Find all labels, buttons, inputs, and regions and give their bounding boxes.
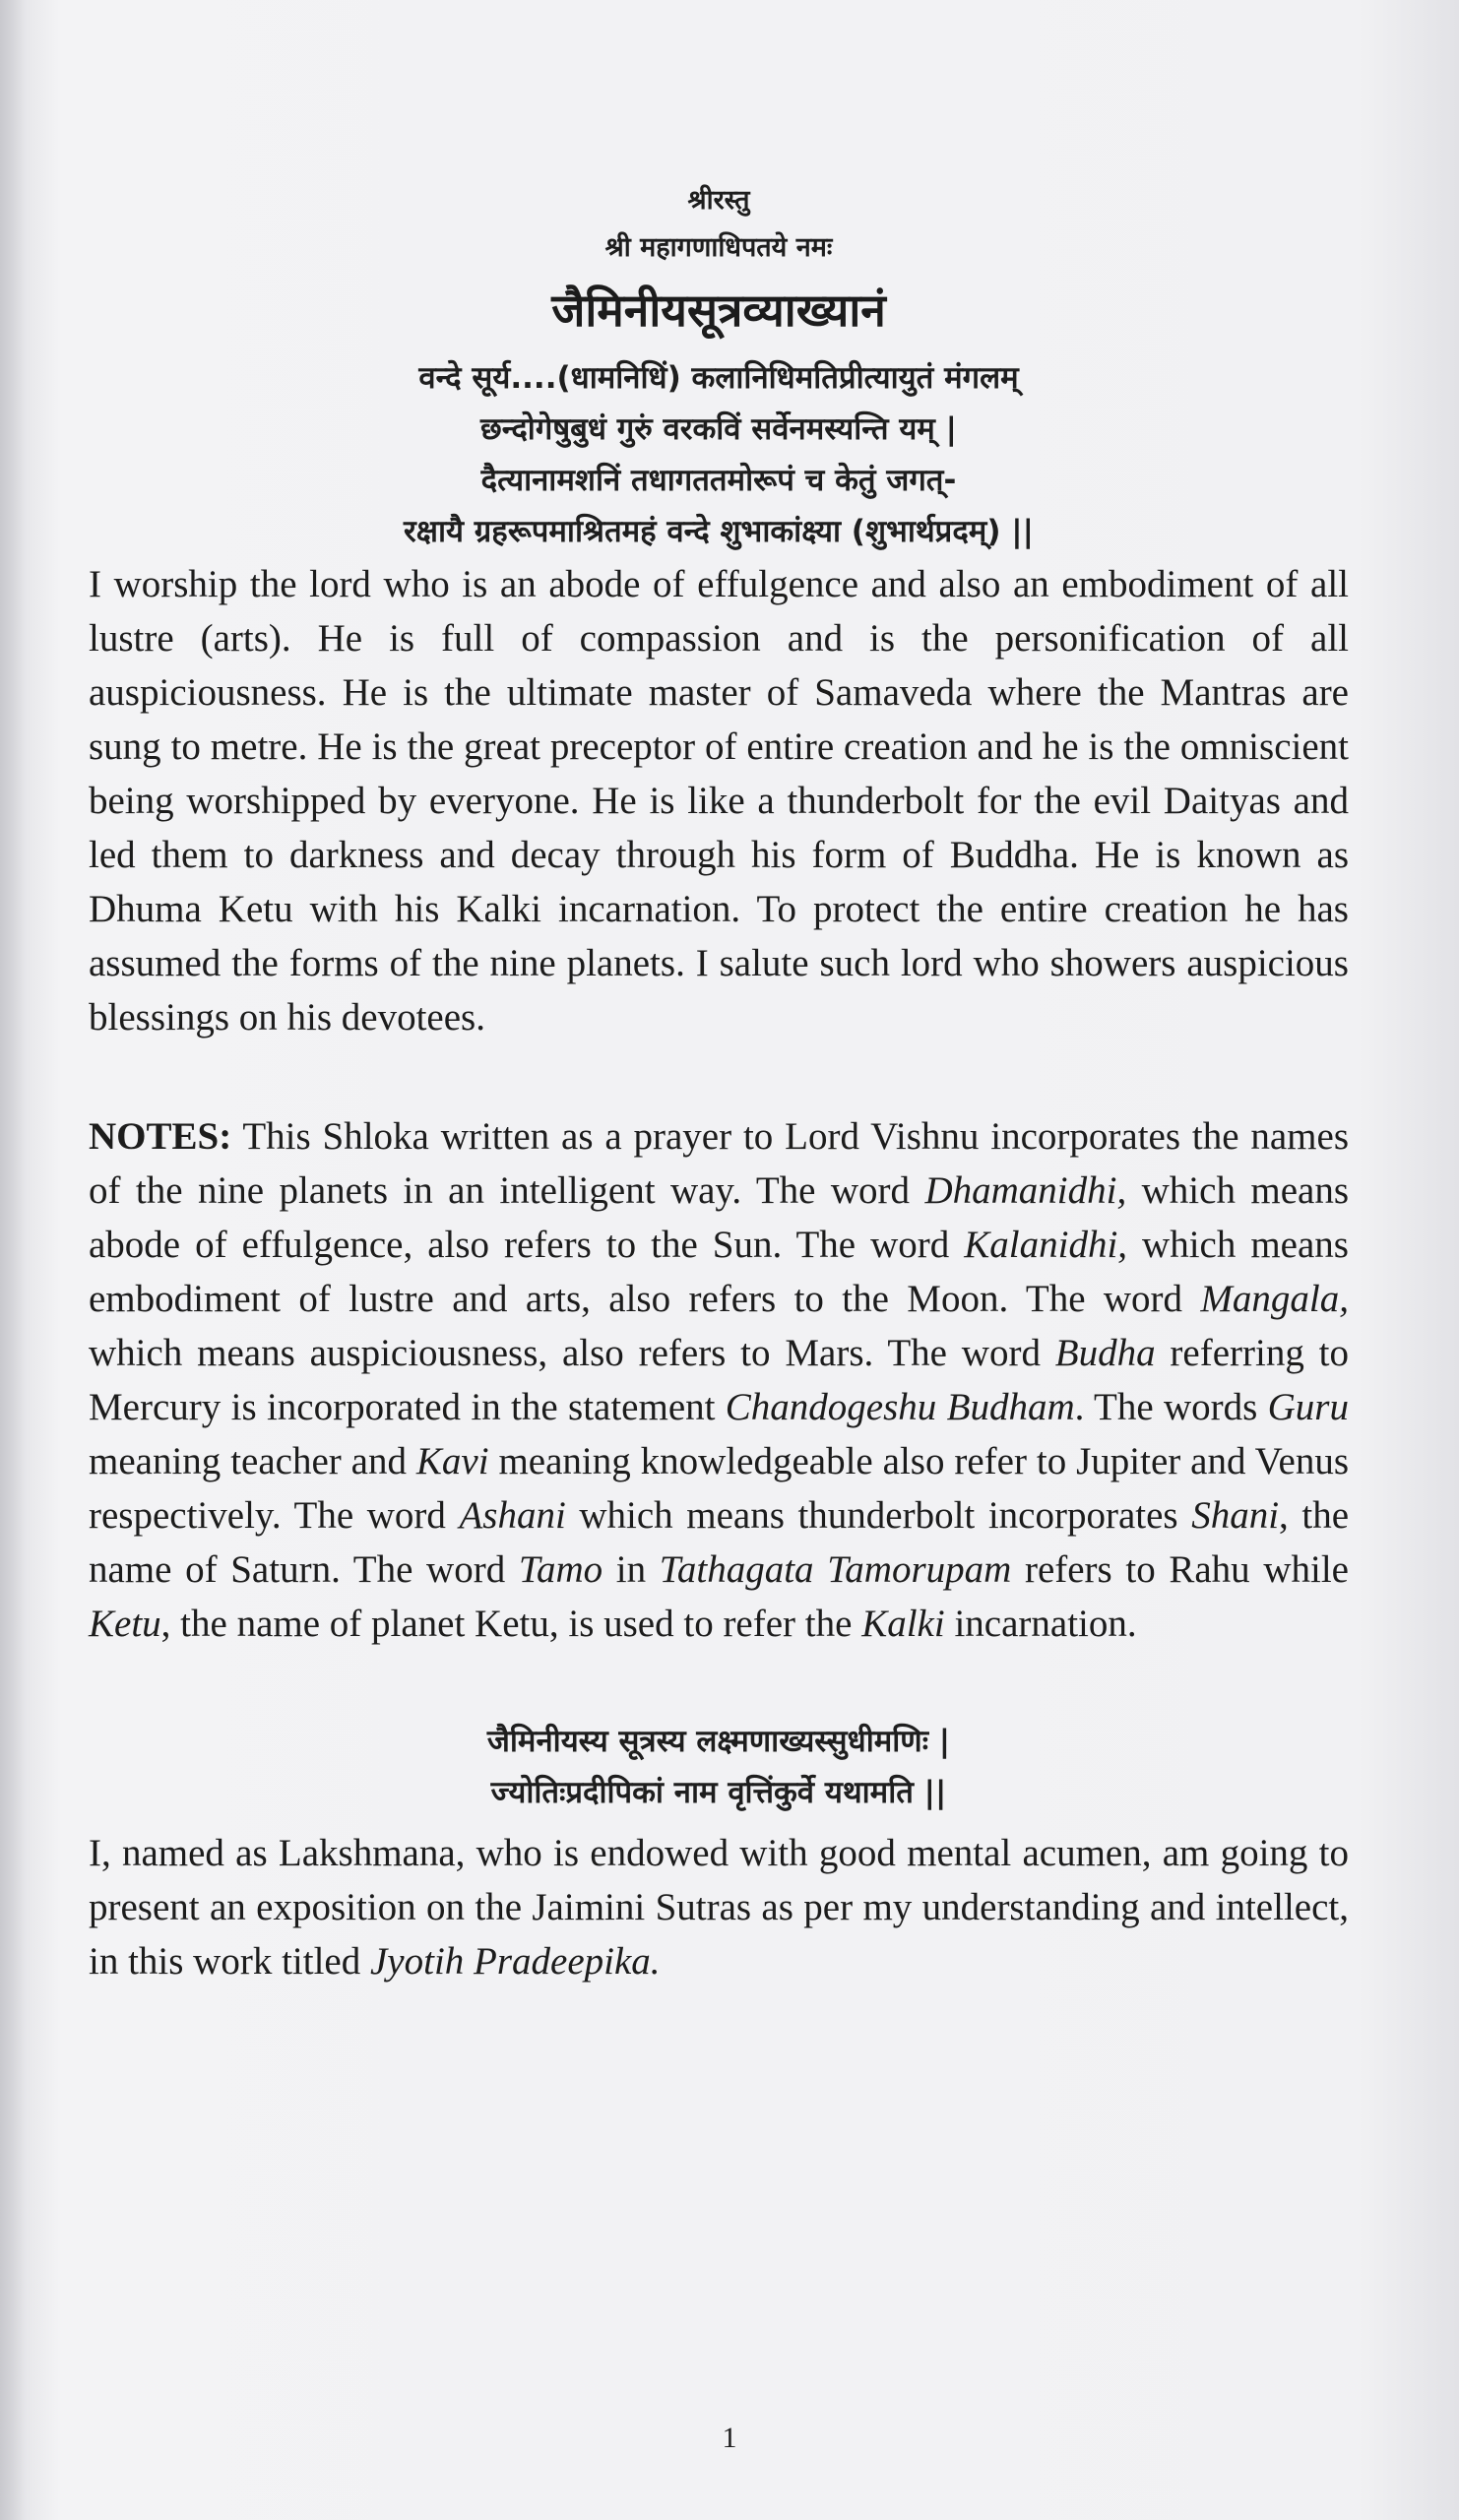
notes-term: Ashani xyxy=(459,1494,566,1537)
shloka-1-line-2: छन्दोगेषुबुधं गुरुं वरकविं सर्वेनमस्यन्ति यम् | xyxy=(480,411,957,447)
notes-term: Tamo xyxy=(518,1548,603,1591)
shloka-1 xyxy=(89,352,1349,557)
work-title: Jyotih Pradeepika. xyxy=(370,1940,661,1983)
notes-term: Tathagata Tamorupam xyxy=(659,1548,1012,1591)
page-number: 1 xyxy=(722,2422,737,2454)
notes-term: Chandogeshu Budham xyxy=(725,1386,1075,1428)
notes-term: Dhamanidhi, xyxy=(924,1169,1127,1212)
notes-run: meaning teacher and xyxy=(89,1440,416,1482)
notes-run: , the name of Saturn. The word xyxy=(89,1494,1350,1591)
notes-label: NOTES: xyxy=(89,1115,232,1158)
translation-2-text xyxy=(89,1826,1349,1988)
notes-run: meaning knowledgeable also refer to Jupiter and Venus respectively. The word xyxy=(89,1440,1349,1537)
notes-run: referring to Mercury is incorporated in the statement xyxy=(89,1332,1349,1428)
notes-term: Budha xyxy=(1054,1332,1156,1374)
page-content xyxy=(89,177,1349,1988)
notes-run: , the name of planet Ketu, is used to refer the xyxy=(160,1603,862,1645)
shloka-1-line-3: दैत्यानामशनिं तधागततमोरूपं च केतुं जगत्- xyxy=(480,463,957,498)
notes-term: Kavi xyxy=(415,1440,489,1482)
shloka-2 xyxy=(89,1716,1349,1818)
shloka-2-line-2: ज्योतिःप्रदीपिकां नाम वृत्तिंकुर्वे यथामति || xyxy=(490,1775,947,1810)
translation-2 xyxy=(89,1826,1349,1988)
notes-run: which means embodiment of lustre and arts, also refers to the Moon. The word xyxy=(89,1224,1349,1320)
translation-1 xyxy=(89,557,1349,1044)
notes-term: Guru xyxy=(1267,1386,1349,1428)
notes-run: refers to Rahu while xyxy=(1011,1548,1349,1591)
notes-run: . The words xyxy=(1074,1386,1268,1428)
shloka-1-line-4: रक्षायै ग्रहरूपमाश्रितमहं वन्दे शुभाकांक्ष्या (शुभार्थप्रदम्) || xyxy=(404,514,1034,549)
notes-term: Ketu xyxy=(89,1603,161,1645)
notes-run: incarnation. xyxy=(944,1603,1137,1645)
notes-run: in xyxy=(603,1548,660,1591)
notes-term: Mangala, xyxy=(1200,1278,1349,1320)
chapter-title: जैमिनीयसूत्रव्याख्यानं xyxy=(551,284,886,337)
notes-run: This Shloka written as a prayer to Lord Vishnu incorporates the names of the nine planets in an intelligent way. The word xyxy=(89,1115,1349,1212)
invocation-line-2: श्री महागणाधिपतये नमः xyxy=(604,232,833,263)
notes-run: which means auspiciousness, also refers to Mars. The word xyxy=(89,1332,1055,1374)
notes-term: Kalanidhi, xyxy=(964,1224,1128,1266)
notes-run: which means thunderbolt incorporates xyxy=(565,1494,1192,1537)
notes-text xyxy=(89,1109,1349,1651)
shloka-1-line-1: वन्दे सूर्य....(धामनिधिं) कलानिधिमतिप्रीत्यायुतं मंगलम् xyxy=(418,360,1019,396)
notes-run: which means abode of effulgence, also refers to the Sun. The word xyxy=(89,1169,1349,1266)
notes-term: Shani xyxy=(1191,1494,1280,1537)
notes-paragraph xyxy=(89,1109,1349,1651)
notes-term: Kalki xyxy=(861,1603,945,1645)
translation-1-text: I worship the lord who is an abode of effulgence and also an embodiment of all lustre (arts). He is full of compassion and is the personification of all auspiciousness. He is the ultimate master of Samaveda where the Mantras are sung to metre. He is the great preceptor of entire creation and he is the omniscient being worshipped by everyone. He is like a thunderbolt for the evil Daityas and led them to darkness and decay through his form of Buddha. He is known as Dhuma Ketu with his Kalki incarnation. To protect the entire creation he has assumed the forms of the nine planets. I salute such lord who showers auspicious blessings on his devotees. xyxy=(89,563,1349,1039)
binding-shadow xyxy=(0,0,26,2520)
shloka-2-line-1: जैमिनीयस्य सूत्रस्य लक्ष्मणाख्यस्सुधीमणिः | xyxy=(486,1724,951,1759)
invocation-line-1: श्रीरस्तु xyxy=(687,185,750,216)
translation-2-run: I, named as Lakshmana, who is endowed with good mental acumen, am going to present an exposition on the Jaimini Sutras as per my understanding and intellect, in this work titled xyxy=(89,1832,1349,1983)
